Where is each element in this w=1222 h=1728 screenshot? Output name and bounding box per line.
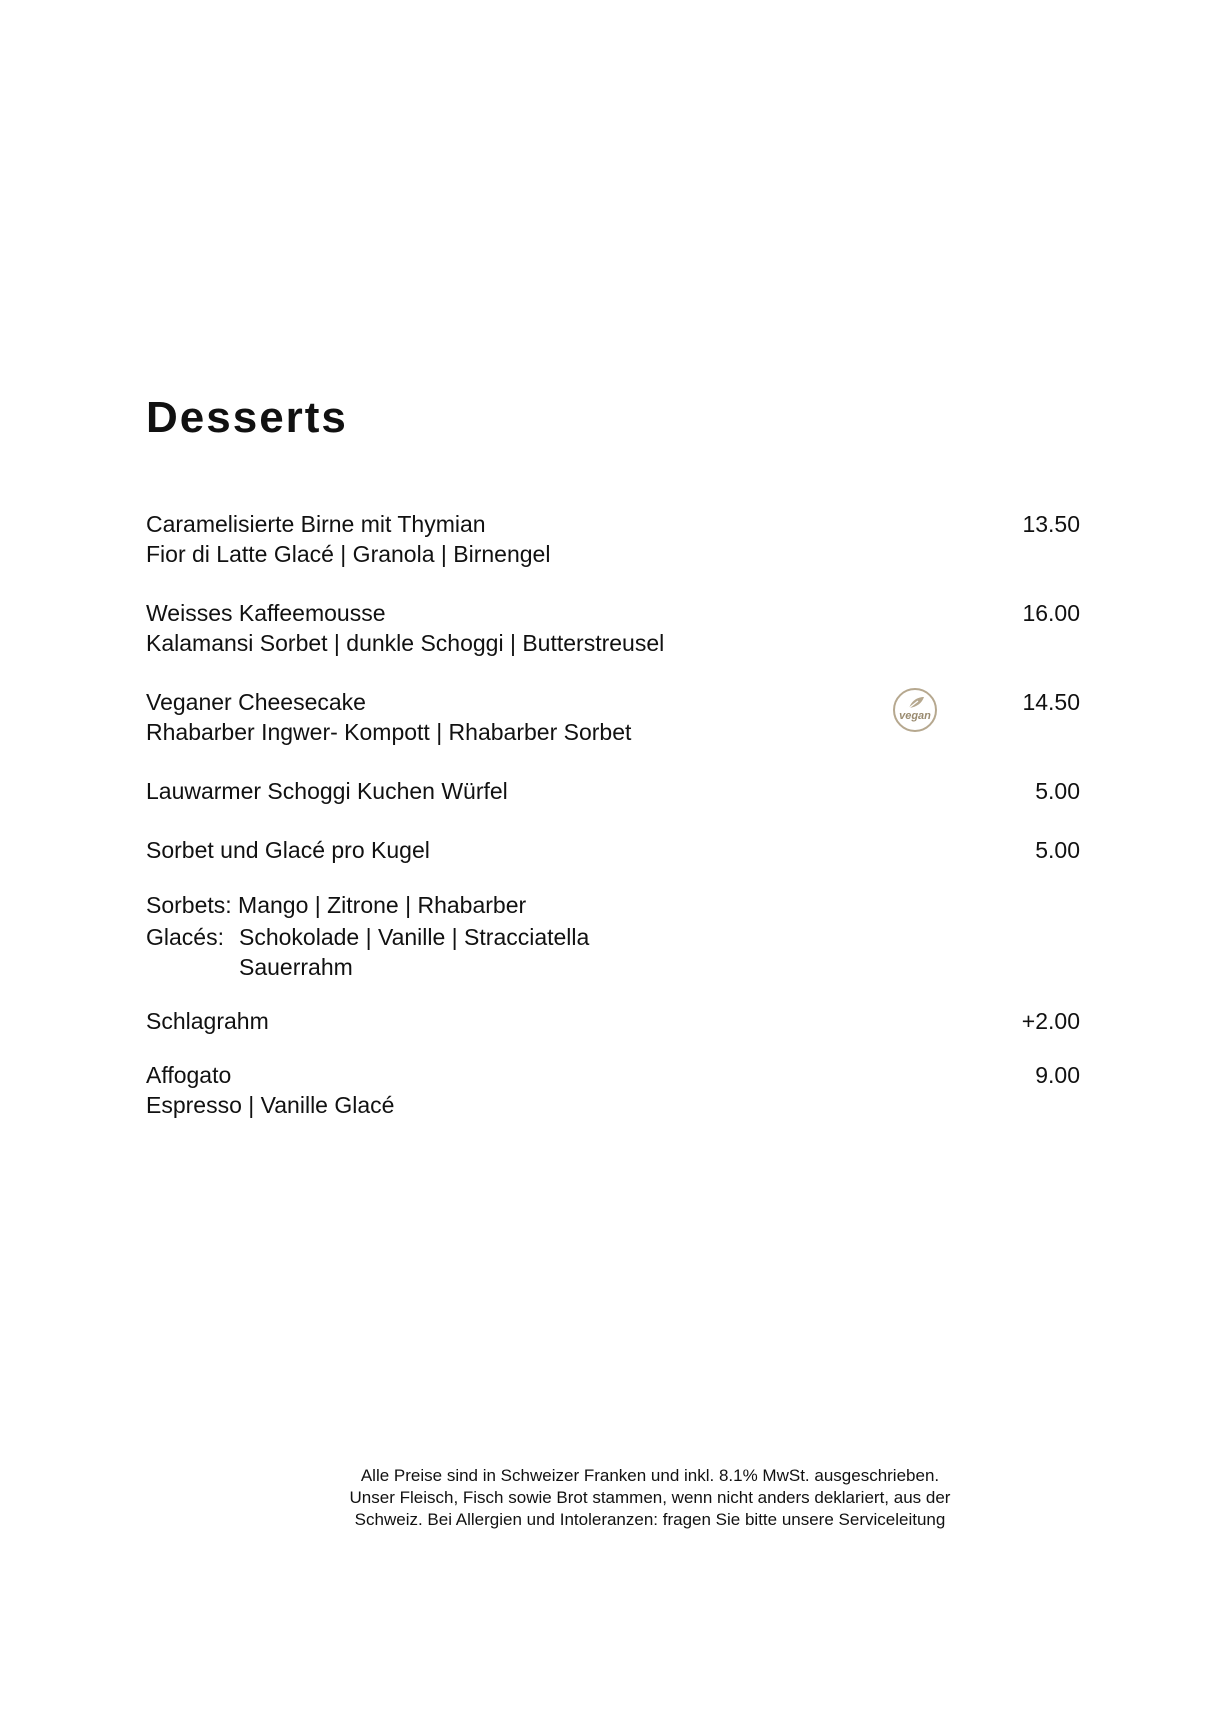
item-name: Affogato — [146, 1062, 232, 1088]
vegan-leaf-icon — [906, 696, 926, 710]
vegan-badge-label: vegan — [899, 710, 931, 722]
item-price: 5.00 — [1035, 778, 1080, 804]
price-disclaimer — [250, 1465, 1050, 1531]
item-price: 13.50 — [1022, 511, 1080, 537]
sorbet-flavours: Sorbets: Mango | Zitrone | Rhabarber — [146, 892, 527, 918]
item-price: 9.00 — [1035, 1062, 1080, 1088]
item-price: 16.00 — [1022, 600, 1080, 626]
item-price: 5.00 — [1035, 837, 1080, 863]
glace-flavours-continued: Sauerrahm — [239, 954, 353, 980]
vegan-badge — [893, 688, 937, 732]
item-name: Caramelisierte Birne mit Thymian — [146, 511, 486, 537]
item-name: Schlagrahm — [146, 1008, 269, 1034]
page-title: Desserts — [146, 393, 348, 442]
item-name: Sorbet und Glacé pro Kugel — [146, 837, 430, 863]
item-price: +2.00 — [1021, 1008, 1080, 1034]
item-name: Lauwarmer Schoggi Kuchen Würfel — [146, 778, 508, 804]
item-price: 14.50 — [1022, 689, 1080, 715]
item-description: Rhabarber Ingwer- Kompott | Rhabarber Sorbet — [146, 719, 632, 745]
item-name: Weisses Kaffeemousse — [146, 600, 386, 626]
item-name: Veganer Cheesecake — [146, 689, 366, 715]
glace-flavours: Schokolade | Vanille | Stracciatella — [239, 924, 590, 950]
item-description: Espresso | Vanille Glacé — [146, 1092, 395, 1118]
item-description: Fior di Latte Glacé | Granola | Birnengel — [146, 541, 551, 567]
footer-line: Schweiz. Bei Allergien und Intoleranzen: fragen Sie bitte unsere Serviceleitung — [354, 1510, 946, 1529]
footer-line: Alle Preise sind in Schweizer Franken und inkl. 8.1% MwSt. ausgeschrieben. — [360, 1466, 940, 1485]
footer-line: Unser Fleisch, Fisch sowie Brot stammen, wenn nicht anders deklariert, aus der — [349, 1488, 951, 1507]
item-description: Kalamansi Sorbet | dunkle Schoggi | Butterstreusel — [146, 630, 665, 656]
glace-label: Glacés: — [146, 924, 224, 950]
